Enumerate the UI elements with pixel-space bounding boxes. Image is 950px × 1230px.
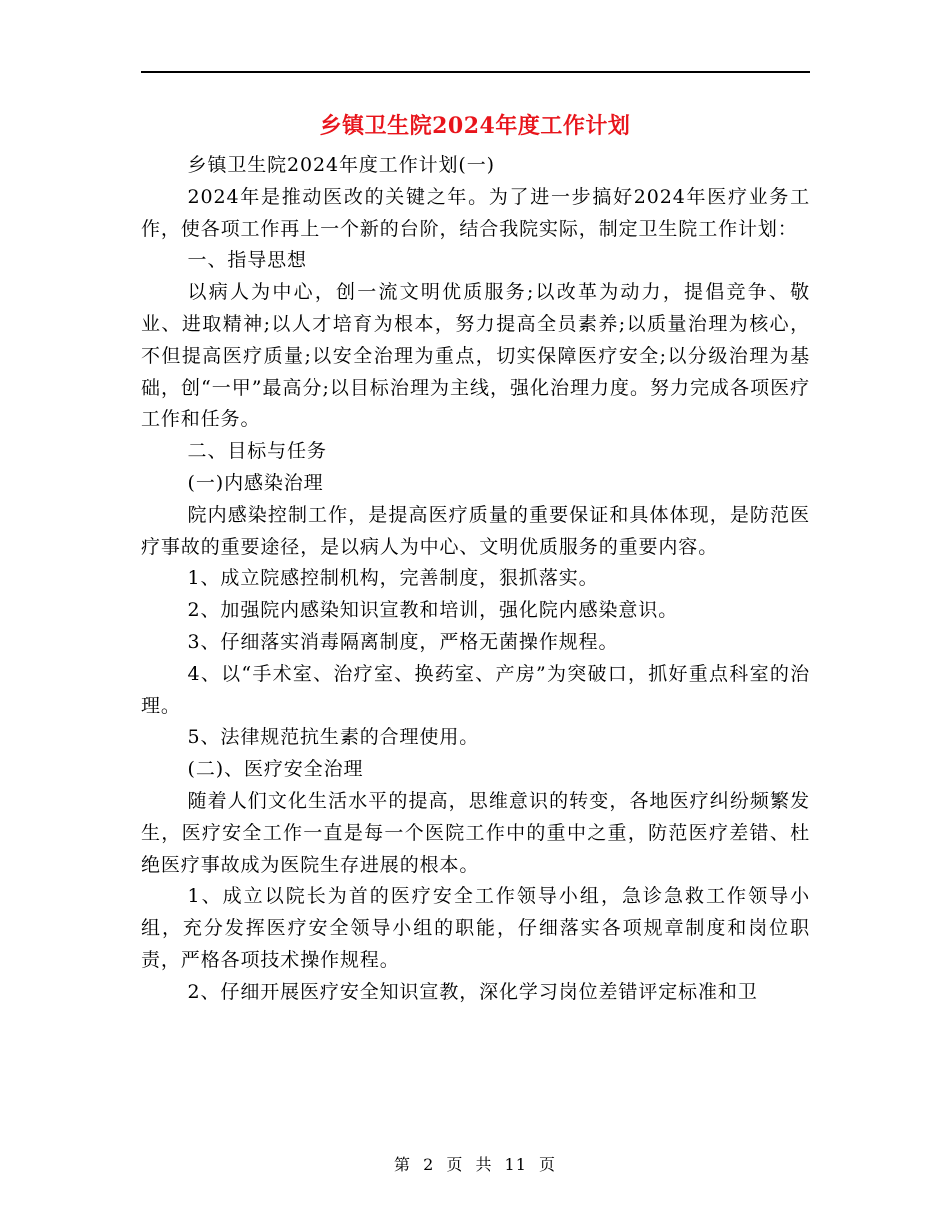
list-item: 5、法律规范抗生素的合理使用。 xyxy=(187,726,480,749)
list-item: 2、加强院内感染知识宣教和培训，强化院内感染意识。 xyxy=(187,599,679,622)
section-heading: 一、指导思想 xyxy=(187,249,307,272)
body-paragraph: 随着人们文化生活水平的提高，思维意识的转变，各地医疗纠纷频繁发生，医疗安全工作一直是每一个医院工作中的重中之重，防范医疗差错、杜绝医疗事故成为医院生存进展的根本。 xyxy=(141,789,810,876)
list-item: 3、仔细落实消毒隔离制度，严格无菌操作规程。 xyxy=(187,630,619,653)
section-heading: 二、目标与任务 xyxy=(187,440,327,463)
body-paragraph: 以病人为中心，创一流文明优质服务;以改革为动力，提倡竞争、敬业、进取精神;以人才培育为根本，努力提高全员素养;以质量治理为核心，不但提高医疗质量;以安全治理为重点，切实保障医疗安全;以分级治理为基础，创“一甲”最高分;以目标治理为主线，强化治理力度。努力完成各项医疗工作和任务。 xyxy=(141,281,810,431)
subsection-heading: (一)内感染治理 xyxy=(187,471,324,494)
list-item: 1、成立院感控制机构，完善制度，狠抓落实。 xyxy=(187,567,599,590)
intro-paragraph: 2024年是推动医改的关键之年。为了进一步搞好2024年医疗业务工作，使各项工作再上一个新的台阶，结合我院实际，制定卫生院工作计划： xyxy=(141,185,810,240)
list-item: 1、成立以院长为首的医疗安全工作领导小组，急诊急救工作领导小组，充分发挥医疗安全领导小组的职能，仔细落实各项规章制度和岗位职责，严格各项技术操作规程。 xyxy=(141,885,810,971)
body-paragraph: 院内感染控制工作，是提高医疗质量的重要保证和具体体现，是防范医疗事故的重要途径，是以病人为中心、文明优质服务的重要内容。 xyxy=(141,503,810,558)
header-rule xyxy=(141,71,810,73)
list-item: 4、以“手术室、治疗室、换药室、产房”为突破口，抓好重点科室的治理。 xyxy=(141,662,810,717)
page-footer: 第 2 页 共 11 页 xyxy=(394,1155,556,1174)
document-title: 乡镇卫生院2024年度工作计划 xyxy=(319,113,631,139)
subtitle-paragraph: 乡镇卫生院2024年度工作计划(一) xyxy=(187,154,495,176)
document-body xyxy=(141,150,810,1009)
subsection-heading: (二)、医疗安全治理 xyxy=(187,758,364,781)
list-item: 2、仔细开展医疗安全知识宣教，深化学习岗位差错评定标准和卫 xyxy=(187,980,758,1003)
